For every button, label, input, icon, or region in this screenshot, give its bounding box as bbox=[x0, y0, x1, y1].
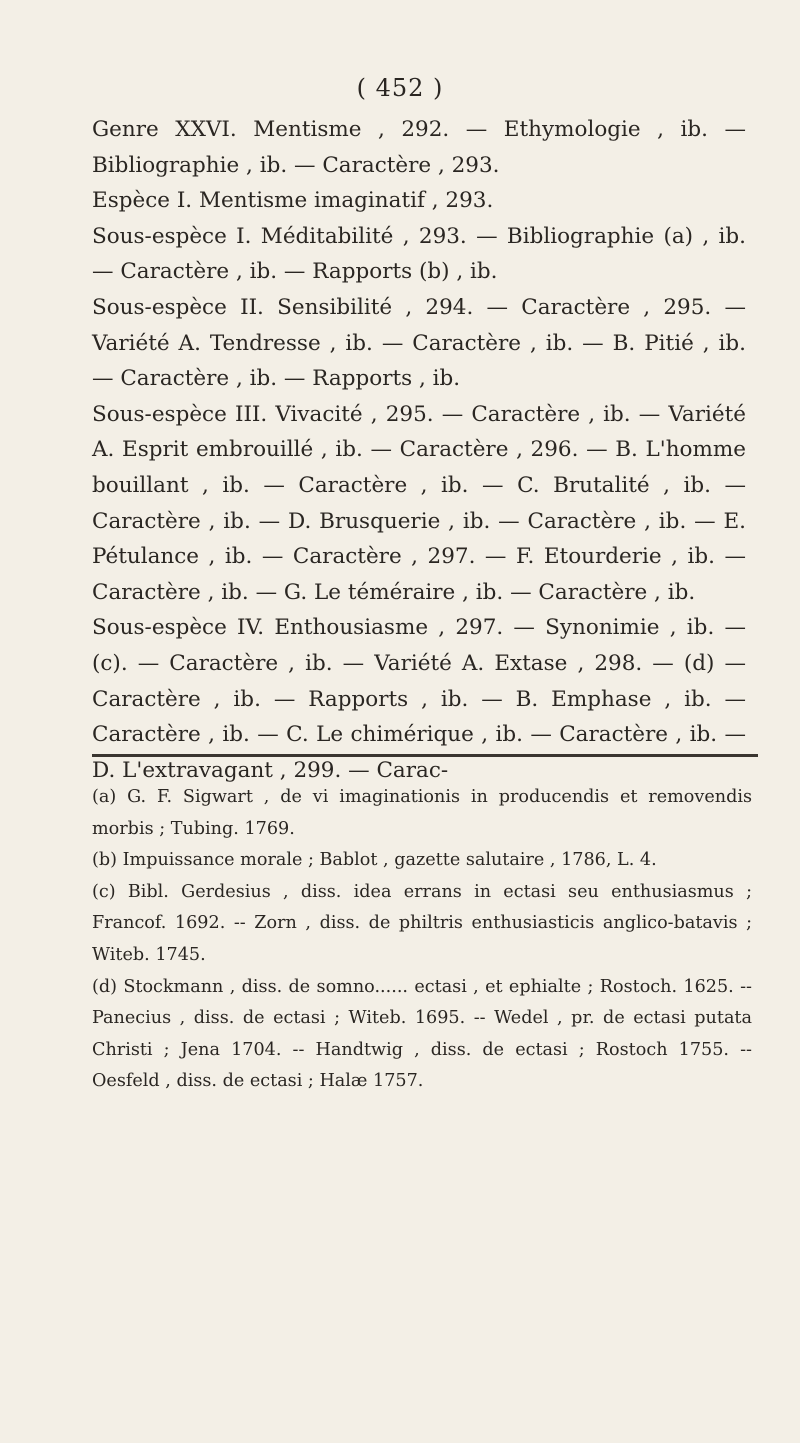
page-number: ( 452 ) bbox=[356, 74, 444, 102]
footnote-separator bbox=[92, 754, 758, 757]
footnote-a: (a) G. F. Sigwart , de vi imaginationis in producendis et removendis morbis ; Tubing. 1769. bbox=[92, 787, 752, 839]
footnote-c: (c) Bibl. Gerdesius , diss. idea errans in ectasi seu enthusiasmus ; Francof. 1692. -- Zorn , diss. de philtris enthusiasticis anglico-batavis ; Witeb. 1745. bbox=[92, 881, 752, 965]
paragraph-espece: Espèce I. Mentisme imaginatif , 293. bbox=[92, 188, 494, 214]
footnote-b: (b) Impuissance morale ; Bablot , gazette salutaire , 1786, L. 4. bbox=[92, 850, 657, 871]
paragraph-sous-espece-1: Sous-espèce I. Méditabilité , 293. — Bibliographie (a) , ib. — Caractère , ib. — Rapports (b) , ib. bbox=[92, 223, 746, 285]
footnote-d: (d) Stockmann , diss. de somno...... ectasi , et ephialte ; Rostoch. 1625. -- Panecius , diss. de ectasi ; Witeb. 1695. -- Wedel , pr. de ectasi putata Christi ; Jena 1704. -- Handtwig , diss. de ectasi ; Rostoch 1755. -- Oesfeld , diss. de ectasi ; Halæ 1757. bbox=[92, 976, 752, 1092]
paragraph-sous-espece-4: Sous-espèce IV. Enthousiasme , 297. — Synonimie , ib. — (c). — Caractère , ib. — Variété A. Extase , 298. — (d) — Caractère , ib. — Rapports , ib. — B. Emphase , ib. — Caractère , ib. — C. Le chimérique , ib. — Caractère , ib. — D. L'extravagant , 299. — Carac- bbox=[92, 615, 746, 783]
main-text bbox=[92, 112, 746, 788]
paragraph-genre: Genre XXVI. Mentisme , 292. — Ethymologie , ib. — Bibliographie , ib. — Caractère , 293. bbox=[92, 117, 746, 178]
paragraph-sous-espece-3: Sous-espèce III. Vivacité , 295. — Caractère , ib. — Variété A. Esprit embrouillé , ib. — Caractère , 296. — B. L'homme bouillant , ib. — Caractère , ib. — C. Brutalité , ib. — Caractère , ib. — D. Brusquerie , ib. — Caractère , ib. — E. Pétulance , ib. — Caractère , 297. — F. Etourderie , ib. — Caractère , ib. — G. Le téméraire , ib. — Caractère , ib. bbox=[92, 401, 746, 605]
footnotes bbox=[92, 782, 752, 1098]
paragraph-sous-espece-2: Sous-espèce II. Sensibilité , 294. — Caractère , 295. — Variété A. Tendresse , ib. — Caractère , ib. — B. Pitié , ib. — Caractère , ib. — Rapports , ib. bbox=[92, 294, 746, 392]
